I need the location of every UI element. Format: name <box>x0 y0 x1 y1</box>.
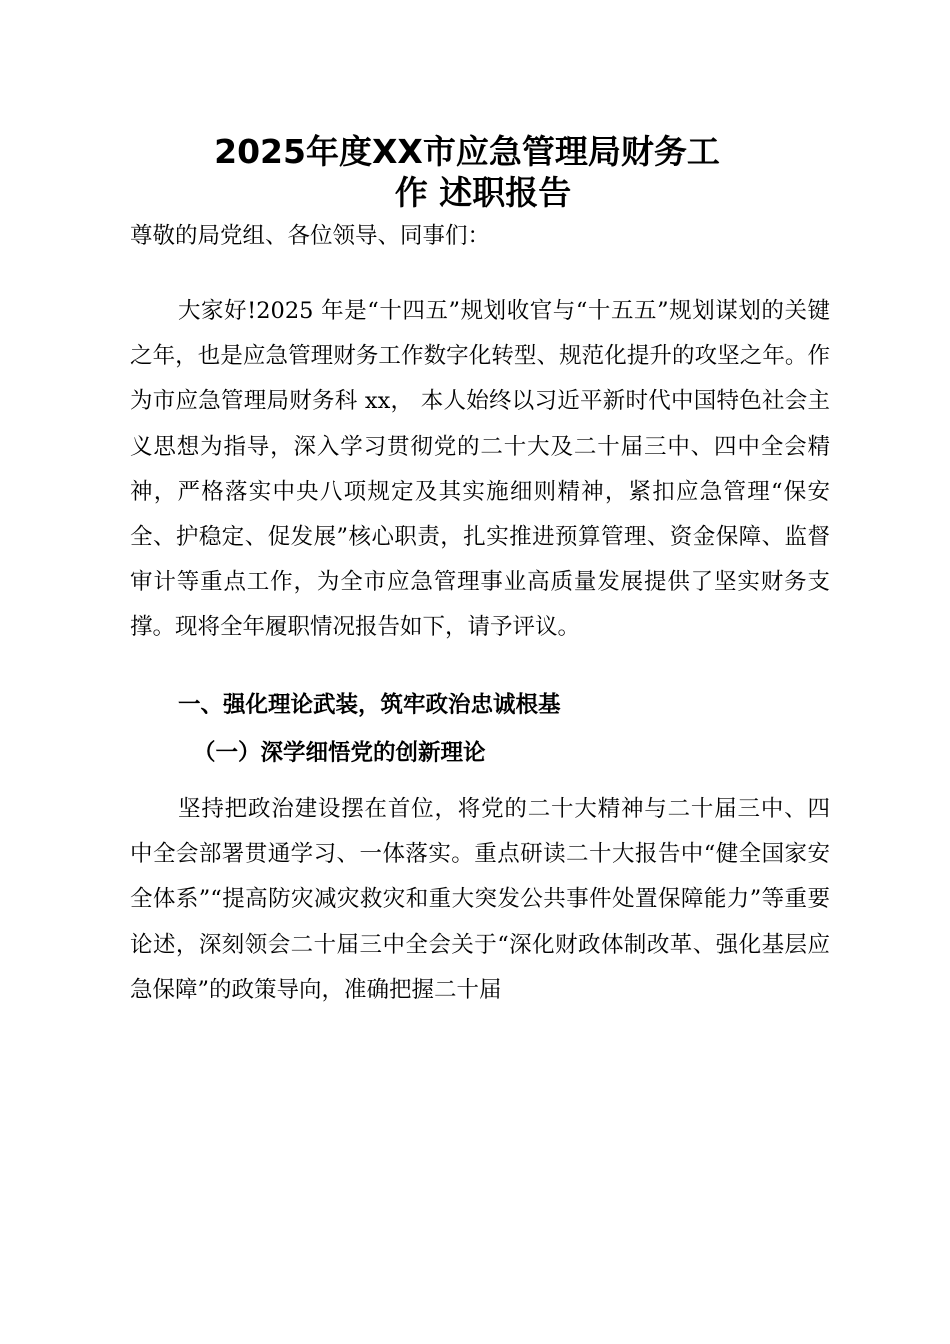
report-title-line-2: 作 述职报告 <box>394 173 572 212</box>
subsection-heading-1: （一）深学细悟党的创新理论 <box>193 740 486 766</box>
body-paragraph: 坚持把政治建设摆在首位，将党的二十大精神与二十届三中、四中全会部署贯通学习、一体落实。重点研读二十大报告中“健全国家安全体系”“提高防灾减灾救灾和重大突发公共事件处置保障能力”等重要论述，深刻领会二十届三中全会关于“深化财政体制改革、强化基层应急保障”的政策导向，准确把握二十届 <box>130 796 830 1003</box>
report-title-line-1: 2025年度XX市应急管理局财务工 <box>214 132 720 171</box>
section-heading-1: 一、强化理论武装，筑牢政治忠诚根基 <box>178 692 561 718</box>
salutation: 尊敬的局党组、各位领导、同事们： <box>130 223 491 249</box>
opening-paragraph: 大家好!2025 年是“十四五”规划收官与“十五五”规划谋划的关键之年，也是应急管理财务工作数字化转型、规范化提升的攻坚之年。作为市应急管理局财务科 xx， 本人始终以习近平新时代中国特色社会主义思想为指导，深入学习贯彻党的二十大及二十届三中、四中全会精神，严格落实中央八项规定及其实施细则精神，紧扣应急管理“保安全、护稳定、促发展”核心职责，扎实推进预算管理、资金保障、监督审计等重点工作，为全市应急管理事业高质量发展提供了坚实财务支撑。现将全年履职情况报告如下，请予评议。 <box>130 298 830 641</box>
